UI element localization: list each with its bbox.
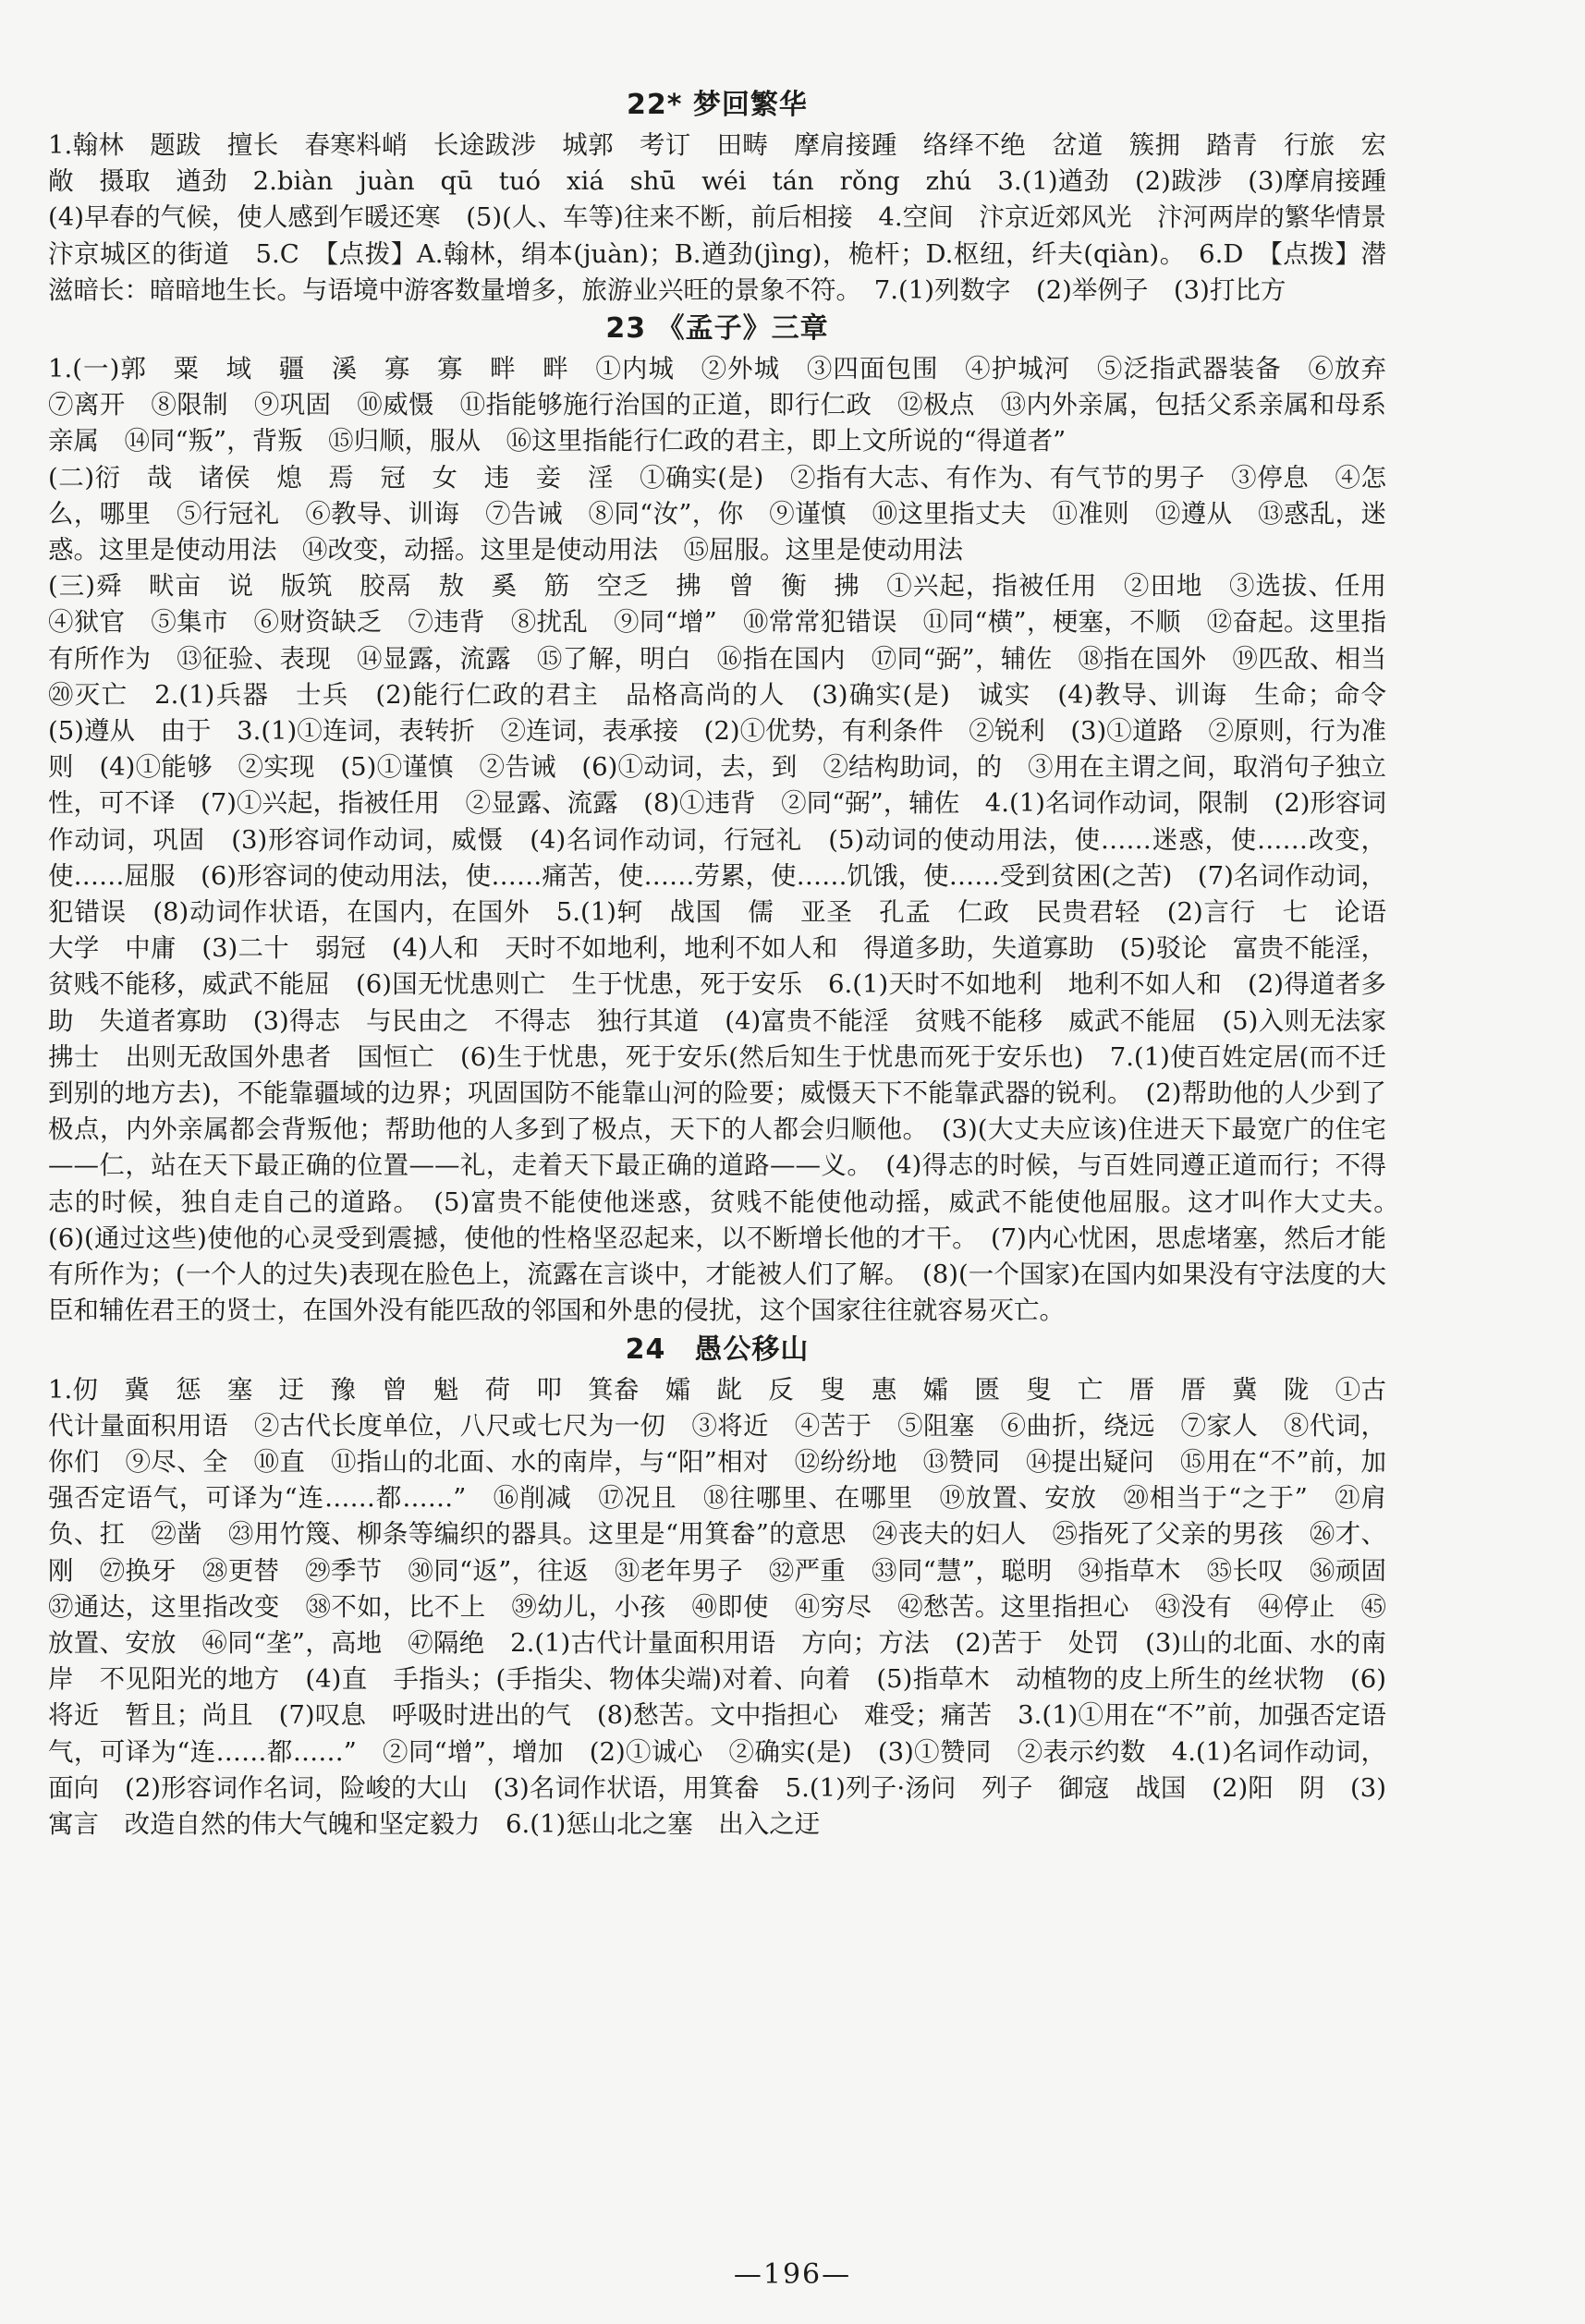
section-24	[48, 1332, 1412, 1843]
answer-paragraph: (三)舜 畎亩 说 版筑 胶鬲 敖 奚 筋 空乏 拂 曾 衡 拂 ①兴起，指被任用 ②田地 ③选拔、任用 ④狱官 ⑤集市 ⑥财资缺乏 ⑦违背 ⑧扰乱 ⑨同“增” ⑩常常犯错误 ⑪同“横”，梗塞，不顺 ⑫奋起。这里指有所作为 ⑬征验、表现 ⑭显露，流露 ⑮了解，明白 ⑯指在国内 ⑰同“弼”，辅佐 ⑱指在国外 ⑲匹敌、相当 ⑳灭亡 2.(1)兵器 士兵 (2)能行仁政的君主 品格高尚的人 (3)确实(是) 诚实 (4)教导、训诲 生命；命令 (5)遵从 由于 3.(1)①连词，表转折 ②连词，表承接 (2)①优势，有利条件 ②锐利 (3)①道路 ②原则，行为准则 (4)①能够 ②实现 (5)①谨慎 ②告诫 (6)①动词，去，到 ②结构助词，的 ③用在主谓之间，取消句子独立性，可不译 (7)①兴起，指被任用 ②显露、流露 (8)①违背 ②同“弼”，辅佐 4.(1)名词作动词，限制 (2)形容词作动词，巩固 (3)形容词作动词，威慑 (4)名词作动词，行冠礼 (5)动词的使动用法，使……迷惑，使……改变，使……屈服 (6)形容词的使动用法，使……痛苦，使……劳累，使……饥饿，使……受到贫困(之苦) (7)名词作动词，犯错误 (8)动词作状语，在国内，在国外 5.(1)轲 战国 儒 亚圣 孔孟 仁政 民贵君轻 (2)言行 七 论语 大学 中庸 (3)二十 弱冠 (4)人和 天时不如地利，地利不如人和 得道多助，失道寡助 (5)驳论 富贵不能淫，贫贱不能移，威武不能屈 (6)国无忧患则亡 生于忧患，死于安乐 6.(1)天时不如地利 地利不如人和 (2)得道者多助 失道者寡助 (3)得志 与民由之 不得志 独行其道 (4)富贵不能淫 贫贱不能移 威武不能屈 (5)入则无法家拂士 出则无敌国外患者 国恒亡 (6)生于忧患，死于安乐(然后知生于忧患而死于安乐也) 7.(1)使百姓定居(而不迁到别的地方去)，不能靠疆域的边界；巩固国防不能靠山河的险要；威慑天下不能靠武器的锐利。 (2)帮助他的人少到了极点，内外亲属都会背叛他；帮助他的人多到了极点，天下的人都会归顺他。 (3)(大丈夫应该)住进天下最宽广的住宅——仁，站在天下最正确的位置——礼，走着天下最正确的道路——义。 (4)得志的时候，与百姓同遵正道而行；不得志的时候，独自走自己的道路。 (5)富贵不能使他迷惑，贫贱不能使他动摇，威武不能使他屈服。这才叫作大丈夫。 (6)(通过这些)使他的心灵受到震撼，使他的性格坚忍起来，以不断增长他的才干。 (7)内心忧困，思虑堵塞，然后才能有所作为；(一个人的过失)表现在脸色上，流露在言谈中，才能被人们了解。 (8)(一个国家)在国内如果没有守法度的大臣和辅佐君王的贤士，在国外没有能匹敌的邻国和外患的侵扰，这个国家往往就容易灭亡。	[48, 571, 1412, 1326]
section-title: 23 《孟子》三章	[605, 312, 829, 346]
answer-paragraph: 1.(一)郭 粟 域 疆 溪 寡 寡 畔 畔 ①内城 ②外城 ③四面包围 ④护城河 ⑤泛指武器装备 ⑥放弃 ⑦离开 ⑧限制 ⑨巩固 ⑩威慑 ⑪指能够施行治国的正道，即行仁政 ⑫极点 ⑬内外亲属，包括父系亲属和母系亲属 ⑭同“叛”，背叛 ⑮归顺，服从 ⑯这里指能行仁政的君主，即上文所说的“得道者”	[48, 354, 1412, 456]
section-23	[48, 310, 1412, 1329]
page-content	[48, 85, 1412, 1843]
section-title: 24 愚公移山	[625, 1332, 810, 1366]
answer-paragraph: 1.翰林 题跋 擅长 春寒料峭 长途跋涉 城郭 考订 田畴 摩肩接踵 络绎不绝 岔道 簇拥 踏青 行旅 宏敞 摄取 遒劲 2.biàn juàn qū tuó xiá shū wéi tán rǒng zhú 3.(1)遒劲 (2)跋涉 (3)摩肩接踵 (4)早春的气候，使人感到乍暖还寒 (5)(人、车等)往来不断，前后相接 4.空间 汴京近郊风光 汴河两岸的繁华情景 汴京城区的街道 5.C 【点拨】A.翰林，绢本(juàn)；B.遒劲(jìng)，桅杆；D.枢纽，纤夫(qiàn)。 6.D 【点拨】潜滋暗长：暗暗地生长。与语境中游客数量增多，旅游业兴旺的景象不符。 7.(1)列数字 (2)举例子 (3)打比方	[48, 130, 1412, 305]
section-22	[48, 87, 1412, 309]
answer-paragraph: 1.仞 冀 惩 塞 迂 豫 曾 魁 荷 叩 箕畚 孀 龀 反 叟 惠 孀 匮 叟 亡 厝 厝 冀 陇 ①古代计量面积用语 ②古代长度单位，八尺或七尺为一仞 ③将近 ④苦于 ⑤阻塞 ⑥曲折，绕远 ⑦家人 ⑧代词，你们 ⑨尽、全 ⑩直 ⑪指山的北面、水的南岸，与“阳”相对 ⑫纷纷地 ⑬赞同 ⑭提出疑问 ⑮用在“不”前，加强否定语气，可译为“连……都……” ⑯削减 ⑰况且 ⑱往哪里、在哪里 ⑲放置、安放 ⑳相当于“之于” ㉑肩负、扛 ㉒凿 ㉓用竹篾、柳条等编织的器具。这里是“用箕畚”的意思 ㉔丧夫的妇人 ㉕指死了父亲的男孩 ㉖才、刚 ㉗换牙 ㉘更替 ㉙季节 ㉚同“返”，往返 ㉛老年男子 ㉜严重 ㉝同“慧”，聪明 ㉞指草木 ㉟长叹 ㊱顽固 ㊲通达，这里指改变 ㊳不如，比不上 ㊴幼儿，小孩 ㊵即使 ㊶穷尽 ㊷愁苦。这里指担心 ㊸没有 ㊹停止 ㊺放置、安放 ㊻同“垄”，高地 ㊼隔绝 2.(1)古代计量面积用语 方向；方法 (2)苦于 处罚 (3)山的北面、水的南岸 不见阳光的地方 (4)直 手指头；(手指尖、物体尖端)对着、向着 (5)指草木 动植物的皮上所生的丝状物 (6)将近 暂且；尚且 (7)叹息 呼吸时进出的气 (8)愁苦。文中指担心 难受；痛苦 3.(1)①用在“不”前，加强否定语气，可译为“连……都……” ②同“增”，增加 (2)①诚心 ②确实(是) (3)①赞同 ②表示约数 4.(1)名词作动词，面向 (2)形容词作名词，险峻的大山 (3)名词作状语，用箕畚 5.(1)列子·汤问 列子 御寇 战国 (2)阳 阴 (3)寓言 改造自然的伟大气魄和坚定毅力 6.(1)惩山北之塞 出入之迂	[48, 1374, 1412, 1839]
section-title: 22* 梦回繁华	[627, 89, 808, 121]
page-number: —196—	[733, 2258, 852, 2291]
answer-paragraph: (二)衍 哉 诸侯 熄 焉 冠 女 违 妾 淫 ①确实(是) ②指有大志、有作为、有气节的男子 ③停息 ④怎么，哪里 ⑤行冠礼 ⑥教导、训诲 ⑦告诫 ⑧同“汝”，你 ⑨谨慎 ⑩这里指丈夫 ⑪准则 ⑫遵从 ⑬惑乱，迷惑。这里是使动用法 ⑭改变，动摇。这里是使动用法 ⑮屈服。这里是使动用法	[48, 462, 1386, 566]
